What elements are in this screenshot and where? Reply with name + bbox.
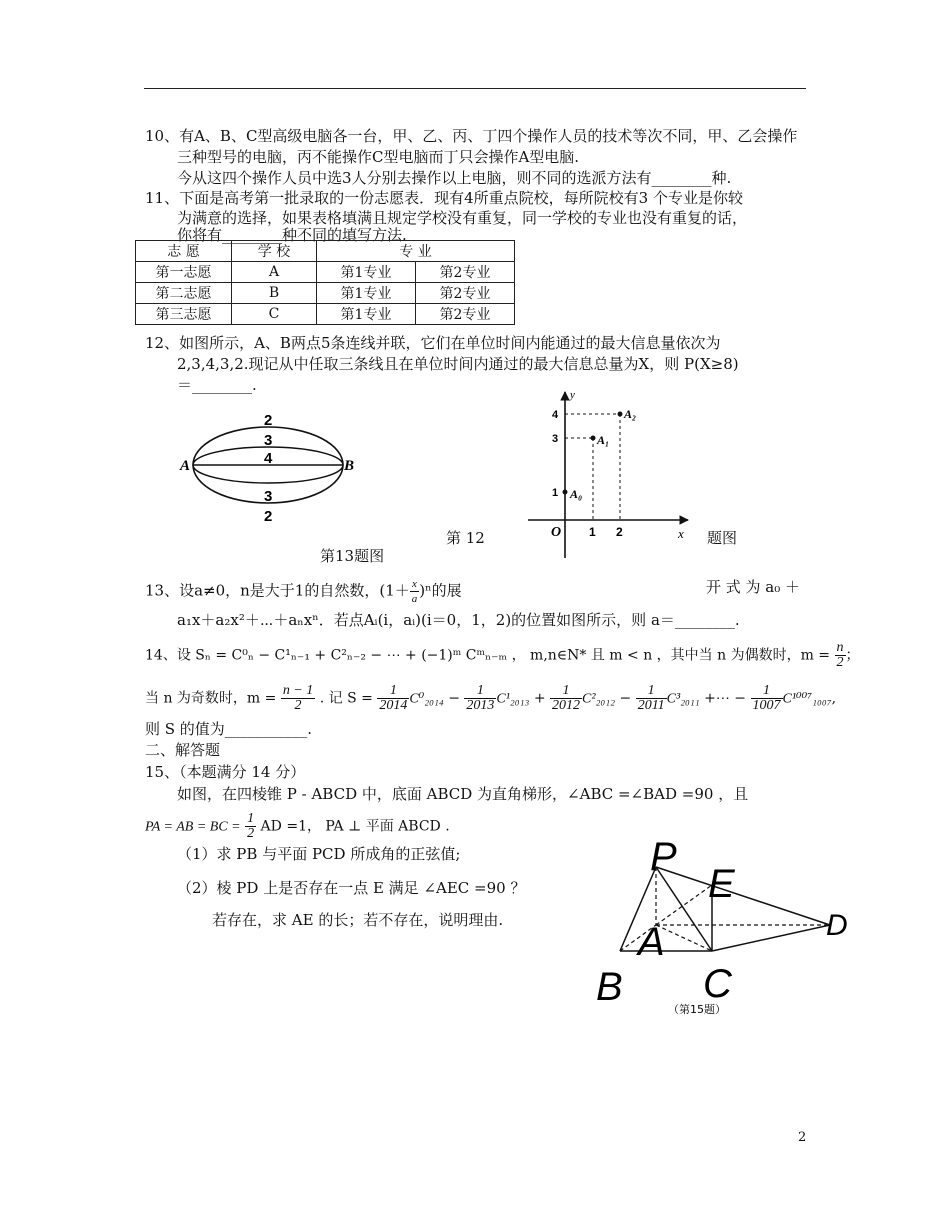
y-tick-label: 4 (552, 409, 559, 421)
point-a1 (591, 436, 596, 441)
frac-numerator: x (410, 577, 420, 592)
table-cell: A (232, 262, 317, 283)
q12-line1: 12、如图所示，A、B两点5条连线并联，它们在单位时间内能通过的最大信息量依次为 (145, 334, 721, 352)
q13-text-a: 13、设a≠0，n是大于1的自然数，(1＋ (145, 581, 410, 600)
q15-cond-b: AD =1， PA ⊥ 平面 ABCD . (260, 818, 450, 835)
series-term-c: C⁰₂₀₁₄ (409, 691, 444, 707)
q15-part1: （1）求 PB 与平面 PCD 所成角的正弦值; (177, 845, 461, 863)
vertex-e-label: E (708, 862, 735, 906)
q15-line2: 如图，在四棱锥 P - ABCD 中，底面 ABCD 为直角梯形，∠ABC =∠BAD =90 ，且 (177, 785, 749, 803)
point-label: A₁ (597, 433, 610, 447)
q11-line2: 为满意的选择，如果表格填满且规定学校没有重复，同一学校的专业也没有重复的话， (177, 209, 748, 227)
q15-cond-a: PA = AB = BC = (145, 819, 241, 835)
volunteer-table (135, 240, 515, 325)
q14-line1: 14、设 Sₙ = C⁰ₙ − C¹ₙ₋₁ + C²ₙ₋₂ − ⋯ + (−1)ᵐ Cᵐₙ₋ₘ ， m,n∈N* 且 m < n ，其中当 n 为偶数时，m = $\frac{n}{2}$ ； (145, 640, 860, 670)
frac-denominator: 2 (294, 698, 302, 713)
frac-denominator: a (411, 593, 418, 605)
q11-line1: 11、下面是高考第一批录取的一份志愿表．现有4所重点院校，每所院校有3 个专业是你较 (145, 189, 743, 207)
q15-line1: 15、（本题满分 14 分） (145, 763, 306, 781)
table-cell: 第一志愿 (136, 262, 232, 283)
x-tick-label: 2 (616, 525, 623, 539)
table-cell: B (232, 283, 317, 304)
point-label: A₂ (624, 407, 637, 421)
vertex-p-label: P (650, 835, 677, 879)
series-term-frac (636, 684, 667, 713)
q15-part2: （2）棱 PD 上是否存在一点 E 满足 ∠AEC =90 ？ (177, 879, 526, 897)
series-term-c: C¹⁰⁰⁷₁₀₀₇ (782, 691, 832, 707)
q15-part2b: 若存在，求 AE 的长；若不存在，说明理由. (212, 911, 504, 929)
segment-ae (656, 885, 712, 925)
table-header: 学 校 (232, 241, 317, 262)
frac-numerator: 1 (247, 811, 255, 826)
q12-caption-b: 题图 (707, 529, 738, 547)
series-op: − (448, 690, 460, 707)
wire-label: 2 (264, 508, 273, 525)
frac-numerator: 1 (377, 684, 409, 699)
node-b-label: B (344, 458, 355, 474)
q12-line2: 2,3,4,3,2.现记从中任取三条线且在单位时间内通过的最大信息总量为X，则 P(X≥8) (177, 355, 739, 373)
table-cell: 第2专业 (416, 283, 515, 304)
q11-line3: 你将有________种不同的填写方法. (177, 226, 407, 244)
y-axis-label: y (570, 389, 575, 401)
edge-cd (712, 925, 830, 951)
header-rule (144, 88, 806, 89)
series-term-frac (464, 684, 496, 713)
series-op: , (831, 690, 837, 707)
frac-denominator: 1007 (752, 698, 781, 713)
table-cell: C (232, 304, 317, 325)
table-row (136, 304, 515, 325)
y-tick-label: 3 (552, 433, 559, 445)
series-op: − (619, 690, 632, 707)
q13-line1 (145, 577, 462, 606)
x-tick-label: 1 (589, 525, 596, 539)
table-cell: 第三志愿 (136, 304, 232, 325)
table-cell: 第1专业 (317, 304, 416, 325)
table-row (136, 262, 515, 283)
series-op: +⋯ − (704, 690, 747, 707)
x-axis-label: x (678, 526, 684, 541)
q13-line1c: 开 式 为 a₀ ＋ (706, 578, 801, 596)
origin-label: O (551, 525, 562, 540)
q15-pyramid-figure (590, 825, 855, 1025)
q14-s-def: . 记 S = (319, 690, 373, 707)
q15-fraction (245, 812, 256, 841)
q10-line3: 今从这四个操作人员中选3人分别去操作以上电脑，则不同的选派方法有________种. (177, 169, 732, 187)
q13-fraction (410, 577, 420, 606)
q12-line3: ＝________. (177, 376, 257, 394)
frac-denominator: 2 (247, 826, 255, 841)
table-cell: 第2专业 (416, 304, 515, 325)
q14-line2 (145, 684, 836, 713)
frac-denominator: 2 (836, 655, 844, 670)
table-cell: 第1专业 (317, 262, 416, 283)
q14-line3: 则 S 的值为___________. (145, 720, 313, 738)
wire-label: 3 (264, 432, 273, 449)
series-term-frac (377, 684, 409, 713)
series-term-frac (751, 684, 783, 713)
wire-label: 4 (264, 450, 273, 467)
node-a-label: A (180, 458, 191, 474)
frac-numerator: 1 (550, 684, 582, 699)
wire-label: 3 (264, 488, 273, 505)
series-term-c: C²₂₀₁₂ (582, 691, 616, 707)
q14-fraction-even (835, 641, 846, 670)
table-header: 志 愿 (136, 241, 232, 262)
frac-denominator: 2012 (552, 698, 581, 713)
frac-numerator: n − 1 (282, 683, 314, 698)
page-number: 2 (798, 1130, 807, 1145)
point-a2 (618, 412, 623, 417)
q14-odd-text: 当 n 为奇数时，m = (145, 690, 277, 707)
series-op: + (533, 690, 546, 707)
table-cell: 第2专业 (416, 262, 515, 283)
frac-denominator: 2013 (466, 698, 495, 713)
wire-label: 2 (264, 412, 273, 429)
series-term-c: C³₂₀₁₁ (666, 691, 700, 707)
q10-line1: 10、有A、B、C型高级电脑各一台，甲、乙、丙、丁四个操作人员的技术等次不同，甲、乙会操作 (145, 127, 798, 145)
edge-pd (656, 867, 830, 925)
q14-fraction-odd (281, 684, 315, 713)
table-cell: 第1专业 (317, 283, 416, 304)
point-a0 (563, 490, 568, 495)
figure-caption: （第15题） (668, 1003, 726, 1016)
q10-line2: 三种型号的电脑，丙不能操作C型电脑而丁只会操作A型电脑. (177, 148, 580, 166)
series-term-c: C¹₂₀₁₃ (496, 691, 530, 707)
point-label: A₀ (570, 487, 583, 501)
q14-text: 14、设 Sₙ = C⁰ₙ − C¹ₙ₋₁ + C²ₙ₋₂ − ⋯ + (−1)ᵐ Cᵐₙ₋ₘ ， m,n∈N* 且 m < n ，其中当 n 为偶数时，m = (145, 647, 831, 664)
q12-wire-figure (178, 410, 358, 530)
q12-caption-a: 第 12 (446, 529, 485, 547)
vertex-d-label: D (826, 909, 848, 942)
frac-numerator: 1 (636, 684, 667, 699)
frac-numerator: 1 (751, 684, 783, 699)
section-heading: 二、解答题 (145, 741, 221, 759)
table-cell: 第二志愿 (136, 283, 232, 304)
table-header-row (136, 241, 515, 262)
table-header: 专 业 (317, 241, 515, 262)
frac-denominator: 2014 (379, 698, 408, 713)
frac-numerator: n (836, 640, 844, 655)
y-tick-label: 1 (552, 487, 559, 499)
vertex-b-label: B (596, 965, 623, 1009)
q13-text-b: )ⁿ的展 (419, 581, 462, 600)
table-row (136, 283, 515, 304)
series-term-frac (550, 684, 582, 713)
q13-point-graph (520, 386, 700, 566)
q15-line3 (145, 812, 450, 841)
frac-denominator: 2011 (637, 698, 665, 713)
vertex-a-label: A (638, 920, 665, 964)
vertex-c-label: C (703, 962, 732, 1006)
q13-line2: a₁x＋a₂x²＋⋯＋aₙxⁿ．若点Aᵢ(i，aᵢ)(i＝0，1，2)的位置如图所示，则 a＝________. (177, 611, 740, 629)
q13-figure-caption: 第13题图 (320, 547, 385, 565)
frac-numerator: 1 (464, 684, 496, 699)
